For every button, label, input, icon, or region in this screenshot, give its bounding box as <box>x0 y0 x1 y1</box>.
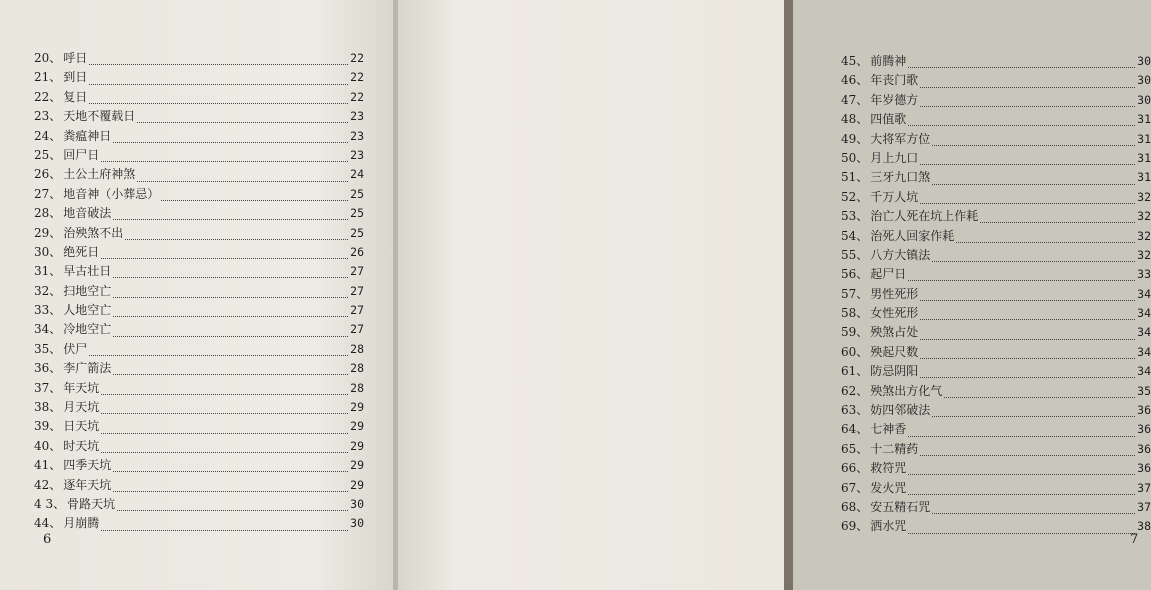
toc-entry-number: 37、 <box>34 380 62 395</box>
toc-leader-dots <box>908 523 1135 534</box>
toc-entry <box>841 188 1151 207</box>
toc-entry <box>841 440 1151 459</box>
toc-entry-page: 22 <box>350 89 364 104</box>
toc-entry-title: 男性死形 <box>870 286 919 301</box>
toc-leader-dots <box>101 520 348 531</box>
toc-entry-title: 七神香 <box>870 422 907 437</box>
toc-entry-number: 65、 <box>841 441 869 456</box>
left-toc-list <box>34 49 364 534</box>
toc-leader-dots <box>932 135 1135 146</box>
toc-entry <box>34 224 364 243</box>
toc-entry <box>841 71 1151 90</box>
toc-entry-title: 李广箭法 <box>63 361 112 376</box>
toc-entry <box>841 207 1151 226</box>
toc-entry <box>34 49 364 68</box>
toc-entry-number: 56、 <box>841 267 869 282</box>
toc-entry-number: 63、 <box>841 403 869 418</box>
toc-entry-title: 安五精石咒 <box>870 499 931 514</box>
toc-entry-page: 34 <box>1137 286 1151 301</box>
toc-entry-page: 36 <box>1137 403 1151 418</box>
toc-entry-page: 29 <box>350 458 364 473</box>
toc-entry <box>34 282 364 301</box>
toc-entry <box>841 285 1151 304</box>
toc-entry-page: 32 <box>1137 209 1151 224</box>
toc-entry-number: 68、 <box>841 499 869 514</box>
toc-leader-dots <box>932 503 1135 514</box>
toc-leader-dots <box>920 154 1135 165</box>
toc-leader-dots <box>980 212 1135 223</box>
toc-entry-number: 22、 <box>34 89 62 104</box>
toc-entry-title: 时天坑 <box>63 438 100 453</box>
toc-entry <box>841 265 1151 284</box>
toc-entry-page: 29 <box>350 419 364 434</box>
left-page-number: 6 <box>43 532 52 547</box>
toc-entry-number: 58、 <box>841 306 869 321</box>
toc-entry <box>34 495 364 514</box>
toc-entry-page: 27 <box>350 264 364 279</box>
toc-entry-page: 34 <box>1137 306 1151 321</box>
toc-entry-number: 50、 <box>841 150 869 165</box>
toc-entry-title: 粪瘟神日 <box>63 128 112 143</box>
toc-entry-number: 20、 <box>34 51 62 65</box>
toc-leader-dots <box>908 464 1135 475</box>
toc-entry-title: 八方大镇法 <box>870 247 931 262</box>
toc-entry <box>34 185 364 204</box>
toc-entry <box>841 479 1151 498</box>
toc-leader-dots <box>113 326 348 337</box>
toc-entry <box>841 498 1151 517</box>
toc-entry-page: 31 <box>1137 112 1151 127</box>
toc-leader-dots <box>920 367 1135 378</box>
toc-leader-dots <box>101 403 348 414</box>
toc-entry-page: 30 <box>1137 92 1151 107</box>
toc-leader-dots <box>920 193 1135 204</box>
toc-entry-title: 救符咒 <box>870 461 907 476</box>
toc-entry-title: 日天坑 <box>63 419 100 434</box>
toc-entry-number: 41、 <box>34 458 62 473</box>
toc-entry-number: 29、 <box>34 225 62 240</box>
toc-leader-dots <box>101 151 348 162</box>
toc-entry-number: 66、 <box>841 461 869 476</box>
toc-leader-dots <box>932 174 1135 185</box>
toc-leader-dots <box>113 132 348 143</box>
toc-entry-number: 21、 <box>34 70 62 85</box>
toc-entry-number: 35、 <box>34 341 62 356</box>
left-page <box>0 0 394 590</box>
toc-leader-dots <box>137 171 348 182</box>
toc-entry-title: 妨四邻破法 <box>870 403 931 418</box>
toc-entry-page: 36 <box>1137 422 1151 437</box>
toc-entry <box>34 243 364 262</box>
toc-entry-number: 34、 <box>34 322 62 337</box>
toc-entry-title: 十二精药 <box>870 441 919 456</box>
toc-entry <box>34 437 364 456</box>
right-page-number: 7 <box>1130 532 1139 547</box>
toc-entry <box>34 146 364 165</box>
toc-entry-page: 32 <box>1137 228 1151 243</box>
toc-entry-page: 31 <box>1137 170 1151 185</box>
toc-entry-page: 35 <box>1137 383 1151 398</box>
toc-entry-number: 64、 <box>841 422 869 437</box>
toc-entry-title: 扫地空亡 <box>63 283 112 298</box>
toc-entry-number: 48、 <box>841 112 869 127</box>
toc-entry <box>34 127 364 146</box>
toc-entry-title: 伏尸 <box>63 341 88 356</box>
toc-entry-number: 26、 <box>34 167 62 182</box>
toc-entry <box>34 88 364 107</box>
toc-entry-number: 49、 <box>841 131 869 146</box>
toc-leader-dots <box>920 77 1135 88</box>
toc-entry-page: 36 <box>1137 461 1151 476</box>
toc-entry-number: 40、 <box>34 438 62 453</box>
toc-entry-page: 29 <box>350 438 364 453</box>
toc-entry-page: 37 <box>1137 499 1151 514</box>
toc-leader-dots <box>944 387 1135 398</box>
toc-entry <box>841 227 1151 246</box>
toc-leader-dots <box>920 348 1135 359</box>
toc-entry-number: 28、 <box>34 206 62 221</box>
toc-entry-title: 月天坑 <box>63 400 100 415</box>
toc-entry-number: 44、 <box>34 516 62 531</box>
toc-entry-title: 大将军方位 <box>870 131 931 146</box>
toc-entry-page: 32 <box>1137 189 1151 204</box>
toc-entry-number: 51、 <box>841 170 869 185</box>
toc-entry <box>34 476 364 495</box>
toc-entry <box>34 359 364 378</box>
toc-entry <box>841 52 1151 71</box>
toc-leader-dots <box>113 267 348 278</box>
toc-entry-page: 30 <box>1137 73 1151 88</box>
toc-entry-page: 23 <box>350 147 364 162</box>
toc-entry-title: 殃起尺数 <box>870 344 919 359</box>
toc-entry-title: 发火咒 <box>870 480 907 495</box>
toc-entry <box>841 362 1151 381</box>
toc-entry-number: 27、 <box>34 186 62 201</box>
toc-leader-dots <box>89 345 348 356</box>
toc-entry-title: 治殃煞不出 <box>63 225 124 240</box>
toc-entry-title: 四季天坑 <box>63 458 112 473</box>
toc-entry-page: 32 <box>1137 247 1151 262</box>
toc-entry-page: 33 <box>1137 267 1151 282</box>
toc-entry <box>34 456 364 475</box>
toc-entry-page: 25 <box>350 225 364 240</box>
toc-leader-dots <box>113 287 348 298</box>
toc-entry-page: 28 <box>350 361 364 376</box>
toc-leader-dots <box>908 115 1135 126</box>
toc-leader-dots <box>89 74 348 85</box>
toc-entry-number: 32、 <box>34 283 62 298</box>
toc-entry-title: 骨路天坑 <box>67 496 116 511</box>
toc-entry-page: 22 <box>350 51 364 65</box>
toc-entry-page: 30 <box>1137 54 1151 68</box>
toc-entry-number: 46、 <box>841 73 869 88</box>
toc-entry <box>34 301 364 320</box>
toc-entry-page: 31 <box>1137 150 1151 165</box>
toc-leader-dots <box>113 209 348 220</box>
toc-entry <box>34 398 364 417</box>
toc-entry-title: 早古壮日 <box>63 264 112 279</box>
toc-entry-title: 殃煞出方化气 <box>870 383 943 398</box>
toc-entry-title: 千万人坑 <box>870 189 919 204</box>
toc-entry-page: 30 <box>350 516 364 531</box>
toc-entry-page: 28 <box>350 380 364 395</box>
toc-leader-dots <box>908 484 1135 495</box>
toc-entry-title: 殃煞占处 <box>870 325 919 340</box>
toc-entry <box>841 130 1151 149</box>
toc-entry-number: 61、 <box>841 364 869 379</box>
toc-entry <box>34 107 364 126</box>
toc-entry <box>34 417 364 436</box>
toc-entry-title: 治死人回家作耗 <box>870 228 955 243</box>
toc-entry-title: 地音神（小葬忌） <box>63 186 160 201</box>
toc-entry-number: 42、 <box>34 477 62 492</box>
toc-entry-page: 23 <box>350 128 364 143</box>
toc-entry-number: 30、 <box>34 244 62 259</box>
toc-leader-dots <box>101 442 348 453</box>
toc-leader-dots <box>89 54 348 65</box>
toc-entry-title: 年岁德方 <box>870 92 919 107</box>
toc-entry-title: 天地不覆载日 <box>63 109 136 124</box>
scan-edge <box>784 0 793 590</box>
toc-leader-dots <box>89 93 348 104</box>
toc-entry-page: 34 <box>1137 364 1151 379</box>
toc-leader-dots <box>932 406 1135 417</box>
toc-entry-title: 回尸日 <box>63 147 100 162</box>
toc-entry-page: 27 <box>350 303 364 318</box>
toc-entry-page: 36 <box>1137 441 1151 456</box>
toc-entry-number: 39、 <box>34 419 62 434</box>
toc-leader-dots <box>932 251 1135 262</box>
toc-leader-dots <box>161 190 348 201</box>
toc-entry-title: 绝死日 <box>63 244 100 259</box>
toc-entry <box>34 320 364 339</box>
toc-entry <box>841 401 1151 420</box>
toc-entry-page: 23 <box>350 109 364 124</box>
toc-entry-title: 人地空亡 <box>63 303 112 318</box>
toc-entry-page: 31 <box>1137 131 1151 146</box>
toc-leader-dots <box>920 290 1135 301</box>
toc-entry-title: 逐年天坑 <box>63 477 112 492</box>
toc-entry-number: 62、 <box>841 383 869 398</box>
toc-entry-page: 37 <box>1137 480 1151 495</box>
toc-leader-dots <box>908 426 1135 437</box>
toc-leader-dots <box>125 229 348 240</box>
toc-entry-title: 呼日 <box>63 51 88 65</box>
toc-entry-title: 治亡人死在坑上作耗 <box>870 209 979 224</box>
toc-entry-title: 四值歌 <box>870 112 907 127</box>
toc-entry-title: 年丧门歌 <box>870 73 919 88</box>
toc-entry-title: 冷地空亡 <box>63 322 112 337</box>
toc-leader-dots <box>101 423 348 434</box>
toc-entry <box>34 165 364 184</box>
toc-entry-title: 防忌阴阳 <box>870 364 919 379</box>
toc-leader-dots <box>113 461 348 472</box>
toc-entry-page: 30 <box>350 496 364 511</box>
toc-entry-title: 女性死形 <box>870 306 919 321</box>
toc-entry-title: 年天坑 <box>63 380 100 395</box>
toc-entry-number: 55、 <box>841 247 869 262</box>
toc-entry-title: 土公土府神煞 <box>63 167 136 182</box>
toc-leader-dots <box>101 384 348 395</box>
toc-leader-dots <box>137 112 348 123</box>
toc-entry-number: 24、 <box>34 128 62 143</box>
toc-entry-page: 28 <box>350 341 364 356</box>
toc-entry-number: 54、 <box>841 228 869 243</box>
toc-entry-number: 69、 <box>841 519 869 534</box>
toc-entry-number: 31、 <box>34 264 62 279</box>
toc-entry-page: 26 <box>350 244 364 259</box>
toc-entry <box>34 340 364 359</box>
toc-entry-page: 38 <box>1137 519 1151 534</box>
toc-entry-page: 29 <box>350 400 364 415</box>
toc-entry <box>841 149 1151 168</box>
toc-entry-number: 23、 <box>34 109 62 124</box>
toc-entry-number: 60、 <box>841 344 869 359</box>
toc-entry-title: 起尸日 <box>870 267 907 282</box>
toc-entry-number: 36、 <box>34 361 62 376</box>
toc-entry-title: 复日 <box>63 89 88 104</box>
toc-leader-dots <box>117 500 348 511</box>
toc-leader-dots <box>113 364 348 375</box>
toc-leader-dots <box>113 481 348 492</box>
toc-leader-dots <box>908 270 1135 281</box>
toc-entry <box>34 68 364 87</box>
toc-entry <box>34 379 364 398</box>
toc-entry-number: 33、 <box>34 303 62 318</box>
toc-entry-title: 月上九口 <box>870 150 919 165</box>
toc-leader-dots <box>101 248 348 259</box>
toc-entry-title: 到日 <box>63 70 88 85</box>
toc-leader-dots <box>920 309 1135 320</box>
toc-entry-page: 34 <box>1137 344 1151 359</box>
toc-entry <box>34 262 364 281</box>
right-page <box>398 0 1151 590</box>
toc-entry-number: 4 3、 <box>34 496 66 511</box>
toc-entry <box>841 420 1151 439</box>
toc-entry-number: 45、 <box>841 54 869 68</box>
toc-entry-title: 三牙九口煞 <box>870 170 931 185</box>
toc-entry <box>841 517 1151 536</box>
toc-entry-title: 前腾神 <box>870 54 907 68</box>
toc-entry-title: 月崩腾 <box>63 516 100 531</box>
toc-entry <box>841 459 1151 478</box>
toc-entry-number: 67、 <box>841 480 869 495</box>
toc-entry <box>841 343 1151 362</box>
toc-entry-page: 25 <box>350 206 364 221</box>
toc-leader-dots <box>920 329 1135 340</box>
toc-entry-number: 38、 <box>34 400 62 415</box>
toc-entry-number: 57、 <box>841 286 869 301</box>
toc-entry-page: 25 <box>350 186 364 201</box>
toc-entry <box>841 168 1151 187</box>
toc-entry <box>841 91 1151 110</box>
toc-entry-page: 22 <box>350 70 364 85</box>
toc-entry-number: 52、 <box>841 189 869 204</box>
toc-entry-page: 27 <box>350 283 364 298</box>
toc-entry <box>34 204 364 223</box>
toc-entry-page: 24 <box>350 167 364 182</box>
toc-entry-page: 29 <box>350 477 364 492</box>
toc-entry-number: 59、 <box>841 325 869 340</box>
toc-entry-number: 47、 <box>841 92 869 107</box>
toc-entry-title: 洒水咒 <box>870 519 907 534</box>
toc-entry-number: 53、 <box>841 209 869 224</box>
toc-entry <box>841 382 1151 401</box>
toc-leader-dots <box>920 96 1135 107</box>
toc-entry-number: 25、 <box>34 147 62 162</box>
toc-entry-page: 34 <box>1137 325 1151 340</box>
toc-entry <box>841 304 1151 323</box>
toc-entry-title: 地音破法 <box>63 206 112 221</box>
toc-leader-dots <box>956 232 1135 243</box>
toc-leader-dots <box>113 306 348 317</box>
toc-entry <box>841 246 1151 265</box>
toc-leader-dots <box>920 445 1135 456</box>
toc-entry <box>841 110 1151 129</box>
toc-leader-dots <box>908 57 1135 68</box>
toc-entry <box>841 323 1151 342</box>
toc-entry-page: 27 <box>350 322 364 337</box>
toc-entry <box>34 514 364 533</box>
right-toc-list <box>841 52 1151 537</box>
